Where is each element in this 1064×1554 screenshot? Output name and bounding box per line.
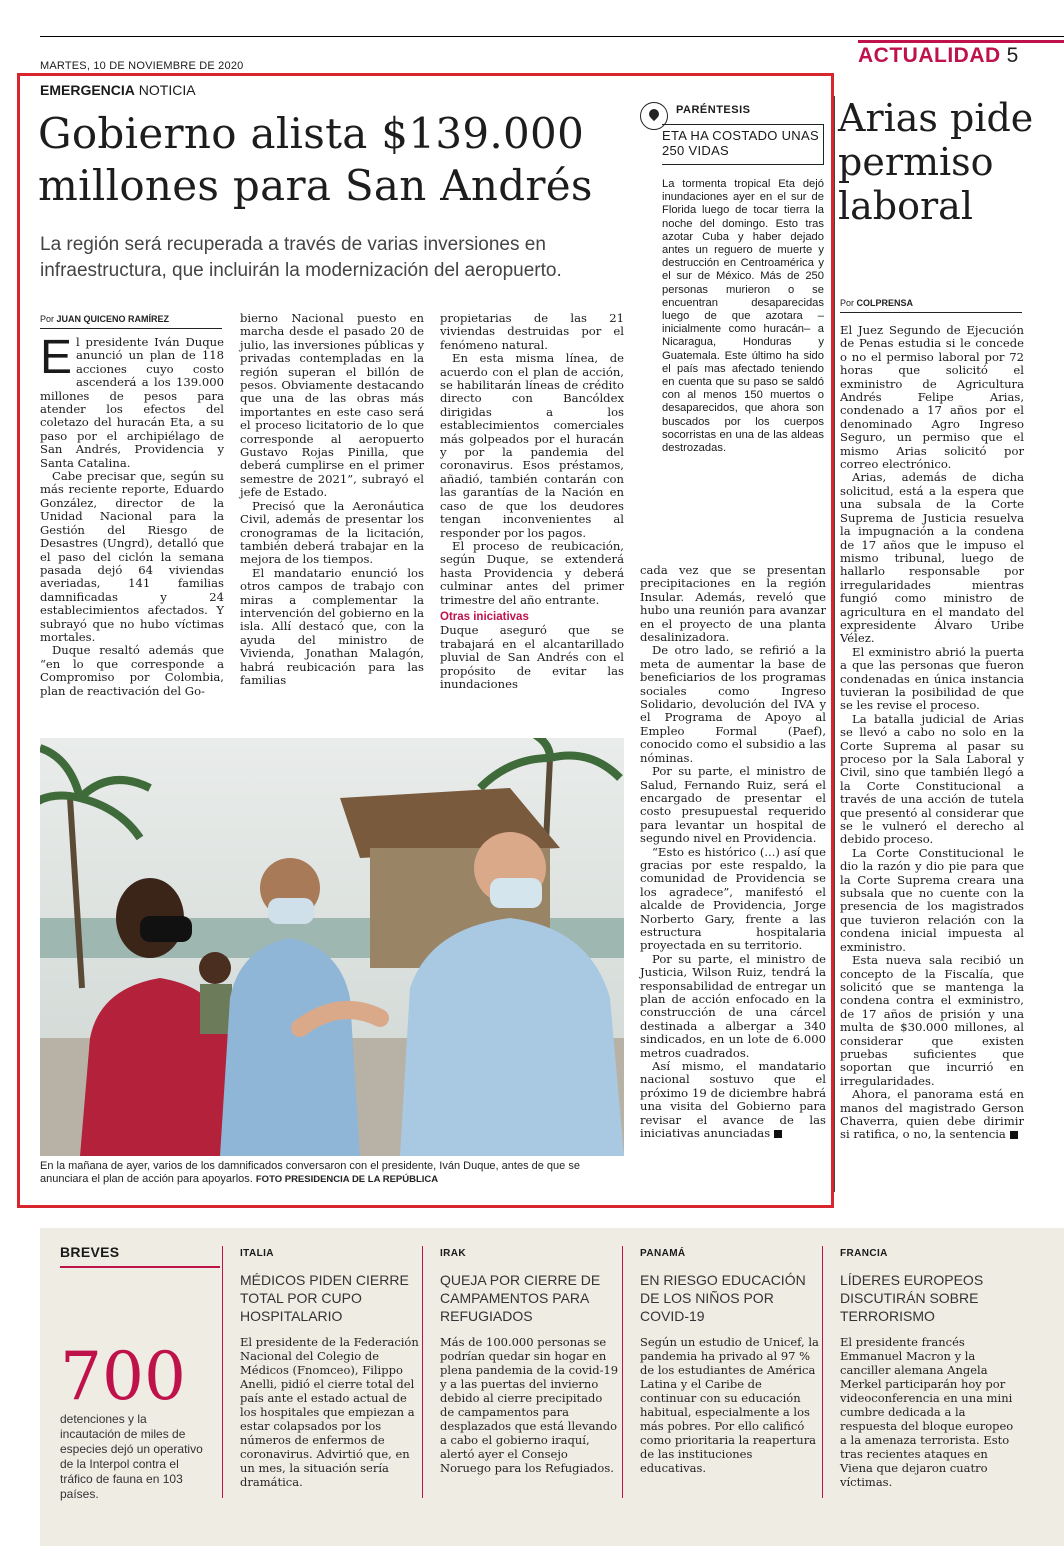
paragraph: Duque resaltó además que “en lo que corresponde a Compromiso por Colombia, plan de reactivación del Go- bbox=[40, 643, 224, 698]
kicker bbox=[40, 82, 196, 98]
sidebox-body: La tormenta tropical Eta dejó inundaciones ayer en el sur de Florida luego de tocar tierra la noche del domingo. Esto tras azotar Cuba y haber dejado antes un reguero de muerte y destrucción en Centroamérica y el sur de México. Más de 250 personas murieron o se encuentran desaparecidas luego de que azotara –inicialmente como huracán– a Nicaragua, Honduras y Guatemala. Este último ha sido el país mas afectado teniendo en cuenta que su paso se saldó con al menos 150 muertos o desaparecidos, que ahora son buscados por los cuerpos socorristas en una de las aldeas destrozadas. bbox=[662, 178, 824, 455]
paragraph: De otro lado, se refirió a la meta de aumentar la base de beneficiarios de los programas sociales como Ingreso Solidario, devolución del IVA y el Programa de Apoyo al Empleo Formal (Paef), conocido como el subsidio a las nóminas. bbox=[640, 643, 826, 765]
paragraph: El mandatario enunció los otros campos de trabajo con miras a complementar la intervención del gobierno en la isla. Allí destacó que, con la ayuda del ministro de Vivienda, Jonathan Malagón, habrá reubicación para las familias bbox=[240, 565, 424, 687]
paragraph: “Esto es histórico (...) así que gracias por este respaldo, la comunidad de Providencia se los agradece”, manifestó el alcalde de Providencia, Jorge Norberto Gary, frente a las estructura hospitalaria proyectada en su territorio. bbox=[640, 844, 826, 953]
breve-country: FRANCIA bbox=[840, 1248, 888, 1259]
paragraph: Por su parte, el ministro de Justicia, Wilson Ruiz, tendrá la responsabilidad de entregar un plan de acción enfocado en la construcción de una cárcel destinada a albergar a 340 sindicados, en un lote de 6.000 metros cuadrados. bbox=[640, 951, 826, 1060]
pin-icon bbox=[640, 102, 668, 130]
sidebox-label: PARÉNTESIS bbox=[676, 104, 751, 116]
breve-country: IRAK bbox=[440, 1248, 467, 1259]
breve-item bbox=[640, 1248, 820, 1475]
parentesis-box bbox=[640, 102, 824, 532]
breve-body: Según un estudio de Unicef, la pandemia ha privado al 97 % de los estudiantes de América Latina y el Caribe de continuar con su educación habitual, especialmente a los más pobres. Por ello calificó como prioritaria la reapertura de las instituciones educativas. bbox=[640, 1335, 819, 1475]
breve-country: PANAMÁ bbox=[640, 1248, 686, 1259]
issue-date: MARTES, 10 DE NOVIEMBRE DE 2020 bbox=[40, 60, 244, 72]
byline-rule bbox=[40, 328, 222, 329]
breve-body: El presidente francés Emmanuel Macron y la canciller alemana Angela Merkel participarán hoy por videoconferencia en una mini cumbre dedicada a la respuesta del bloque europeo a la amenaza terrorista. Esto tras recientes ataques en Viena que dejaron cuatro víctimas. bbox=[840, 1335, 1014, 1489]
section-accent-bar bbox=[858, 40, 1064, 43]
big-number-description: detenciones y la incautación de miles de especies dejó un operativo de la Interpol contra el tráfico de fauna en 103 países. bbox=[60, 1412, 203, 1501]
byline bbox=[40, 314, 169, 324]
article-column-2 bbox=[240, 312, 424, 687]
arias-headline: Arias pide permiso laboral bbox=[838, 96, 1034, 228]
article-column-4 bbox=[640, 564, 826, 1140]
dropcap: E bbox=[40, 331, 73, 384]
headline: Gobierno alista $139.000 millones para San Andrés bbox=[38, 109, 593, 210]
end-mark-icon bbox=[1010, 1131, 1018, 1139]
breve-item bbox=[840, 1248, 1020, 1489]
breve-title: QUEJA POR CIERRE DE CAMPAMENTOS PARA REFUGIADOS bbox=[440, 1272, 601, 1324]
byline-prefix: Por bbox=[40, 314, 55, 324]
section-label: ACTUALIDAD bbox=[858, 44, 1001, 67]
breve-title: EN RIESGO EDUCACIÓN DE LOS NIÑOS POR COVID-19 bbox=[640, 1272, 806, 1324]
paragraph: Precisó que la Aeronáutica Civil, además de presentar los cronogramas de la licitación, también deberá trabajar en la mejora de los tiempos. bbox=[240, 498, 424, 567]
subhead: Otras iniciativas bbox=[440, 610, 529, 623]
kicker-bold: EMERGENCIA bbox=[40, 82, 135, 98]
paragraph: Ahora, el panorama está en manos del magistrado Gerson Chaverra, quien debe dirimir si ratifica, o no, la sentencia bbox=[840, 1087, 1024, 1142]
big-number: 700 bbox=[60, 1338, 186, 1415]
paragraph: Cabe precisar que, según su más reciente reporte, Eduardo González, director de la Unidad Nacional para la Gestión del Riesgo de Desastres (Ungrd), detalló que el paso del ciclón la semana pasada dejó 64 viviendas averiadas, 141 familias damnificadas y 24 establecimientos afectados. Y subrayó que no hubo víctimas mortales. bbox=[40, 469, 224, 644]
article-photo bbox=[40, 738, 624, 1156]
paragraph: cada vez que se presentan precipitaciones en la región Insular. Además, reveló que hubo una reunión para avanzar en el proyecto de una planta desalinizadora. bbox=[640, 563, 826, 645]
breve-body: Más de 100.000 personas se podrían quedar sin hogar en plena pandemia de la covid-19 y a las puertas del invierno debido al cierre precipitado de campamentos para desplazados que está llevando a cabo el gobierno iraquí, alertó ayer el Consejo Noruego para los Refugiados. bbox=[440, 1335, 619, 1475]
breve-title: MÉDICOS PIDEN CIERRE TOTAL POR CUPO HOSPITALARIO bbox=[240, 1272, 409, 1324]
breve-body: El presidente de la Federación Nacional del Colegio de Médicos (Fnomceo), Filippo Anelli, pidió el cierre total del país ante el estado actual de los hospitales que empiezan a estar colapsados por los números de enfermos de coronavirus. Advirtió que, en un mes, la situación sería dramática. bbox=[240, 1335, 419, 1489]
breves-divider bbox=[422, 1246, 423, 1498]
paragraph: La Corte Constitucional le dio la razón y dio pie para que la Corte Suprema creara una subsala que no cuente con la presencia de los magistrados que tuvieron relación con la condena inicial impuesta al exministro. bbox=[840, 845, 1024, 954]
photo-credit: FOTO PRESIDENCIA DE LA REPÚBLICA bbox=[255, 1174, 439, 1185]
paragraph: En esta misma línea, de acuerdo con el plan de acción, se habilitarán líneas de crédito directo con Bancóldex dirigidas a los establecimientos comerciales más golpeados por el huracán y por la pandemia del coronavirus. Esos préstamos, añadió, también contarán con las garantías de la Nación en caso de que los deudores tengan inconvenientes al responder por los pagos. bbox=[440, 351, 624, 540]
sidebox-title-rule bbox=[662, 164, 824, 165]
byline-author: JUAN QUICENO RAMÍREZ bbox=[56, 314, 170, 324]
paragraph: La batalla judicial de Arias se llevó a cabo no solo en la Corte Suprema al pasar su proceso por la Sala Laboral y Civil, sino que también llegó a la Corte Constitucional a través de una acción de tutela que presentó al considerar que se le vulneró el derecho al debido proceso. bbox=[840, 711, 1024, 847]
paragraph: Por su parte, el ministro de Salud, Fernando Ruiz, será el encargado de presentar el costo presupuestal requerido para levantar un hospital de segundo nivel en Providencia. bbox=[640, 764, 826, 846]
caption-text: En la mañana de ayer, varios de los damnificados conversaron con el presidente, Iván Duque, antes de que se anunciara el plan de acción para apoyarlos. bbox=[40, 1160, 580, 1185]
arias-byline-rule bbox=[840, 312, 1022, 313]
article-column-1 bbox=[40, 331, 224, 698]
breves-rule bbox=[60, 1266, 220, 1268]
sidebox-title: ETA HA COSTADO UNAS 250 VIDAS bbox=[662, 128, 819, 158]
sidebox-side-rule bbox=[823, 124, 824, 164]
paragraph: Así mismo, el mandatario nacional sostuvo que el próximo 19 de diciembre habrá una visita del Gobierno para revisar el avance de las iniciativas anunciadas bbox=[640, 1059, 826, 1141]
paragraph: l presidente Iván Duque anunció un plan de 118 acciones cuyo costo ascenderá a los 139.000 millones de pesos para atender los efectos del coletazo del huracán Eta, a su paso por el archipiélago de San Andrés, Providencia y Santa Catalina. bbox=[40, 335, 224, 470]
breves-divider bbox=[622, 1246, 623, 1498]
section-name bbox=[858, 44, 1019, 68]
paragraph: El proceso de reubicación, según Duque, se extenderá hasta Providencia y deberá culminar antes del primer trimestre del año entrante. bbox=[440, 538, 624, 607]
page-number: 5 bbox=[1006, 44, 1019, 67]
byline-prefix: Por bbox=[840, 298, 855, 308]
breve-title: LÍDERES EUROPEOS DISCUTIRÁN SOBRE TERRORISMO bbox=[840, 1272, 984, 1324]
top-rule bbox=[40, 36, 1064, 37]
paragraph: Arias, además de dicha solicitud, está a la espera que una subsala de la Corte Suprema de Justicia resuelva la impugnación a la condena de 17 años que le impuso el mismo tribunal, luego de hallarlo responsable por irregularidades mientras fungió como ministro de agricultura en el mandato del expresidente Álvaro Uribe Vélez. bbox=[840, 470, 1024, 646]
kicker-rest: NOTICIA bbox=[138, 82, 196, 98]
paragraph: Esta nueva sala recibió un concepto de la Fiscalía, que solicitó que se mantenga la condena contra el exministro, de 17 años de prisión y una multa de $30.000 millones, al considerar que existen pruebas suficientes que soportan que incurrió en irregularidades. bbox=[840, 953, 1024, 1088]
end-mark-icon bbox=[774, 1130, 782, 1138]
paragraph: propietarias de las 21 viviendas destruidas por el fenómeno natural. bbox=[440, 311, 624, 352]
arias-column bbox=[840, 324, 1024, 1142]
paragraph: El exministro abrió la puerta a que las personas que fueron condenadas en única instancia tuvieran la posibilidad de que se les revise el proceso. bbox=[840, 644, 1024, 713]
breves-divider bbox=[222, 1246, 223, 1498]
byline-author: COLPRENSA bbox=[856, 298, 914, 308]
photo-caption bbox=[40, 1160, 625, 1186]
paragraph: El Juez Segundo de Ejecución de Penas estudia si le concede o no el permiso laboral por 72 horas que solicitó el exministro de Agricultura Andrés Felipe Arias, condenado a 17 años por el denominado Agro Ingreso Seguro, un permiso que el mismo Arias solicitó por correo electrónico. bbox=[840, 323, 1024, 472]
column-divider bbox=[834, 96, 835, 1192]
breves-divider bbox=[822, 1246, 823, 1498]
dek: La región será recuperada a través de varias inversiones en infraestructura, que incluirán la modernización del aeropuerto. bbox=[40, 234, 562, 281]
sidebox-top-rule bbox=[662, 124, 824, 125]
breve-country: ITALIA bbox=[240, 1248, 274, 1259]
article-column-3 bbox=[440, 312, 624, 691]
breve-item bbox=[440, 1248, 620, 1475]
breve-item bbox=[240, 1248, 420, 1489]
breves-label: BREVES bbox=[60, 1244, 120, 1260]
arias-byline bbox=[840, 298, 913, 308]
paragraph: Duque aseguró que se trabajará en el alcantarillado pluvial de San Andrés con el propósito de evitar las inundaciones bbox=[440, 623, 624, 691]
paragraph: bierno Nacional puesto en marcha desde el pasado 20 de julio, las inversiones públicas y privadas contempladas en la región superan el billón de pesos. Obviamente destacando que una de las obras más importantes en este caso será el proceso licitatorio de lo que corresponde al aeropuerto Gustavo Rojas Pinilla, que deberá cumplirse en el primer semestre de 2021”, subrayó el jefe de Estado. bbox=[240, 311, 424, 500]
